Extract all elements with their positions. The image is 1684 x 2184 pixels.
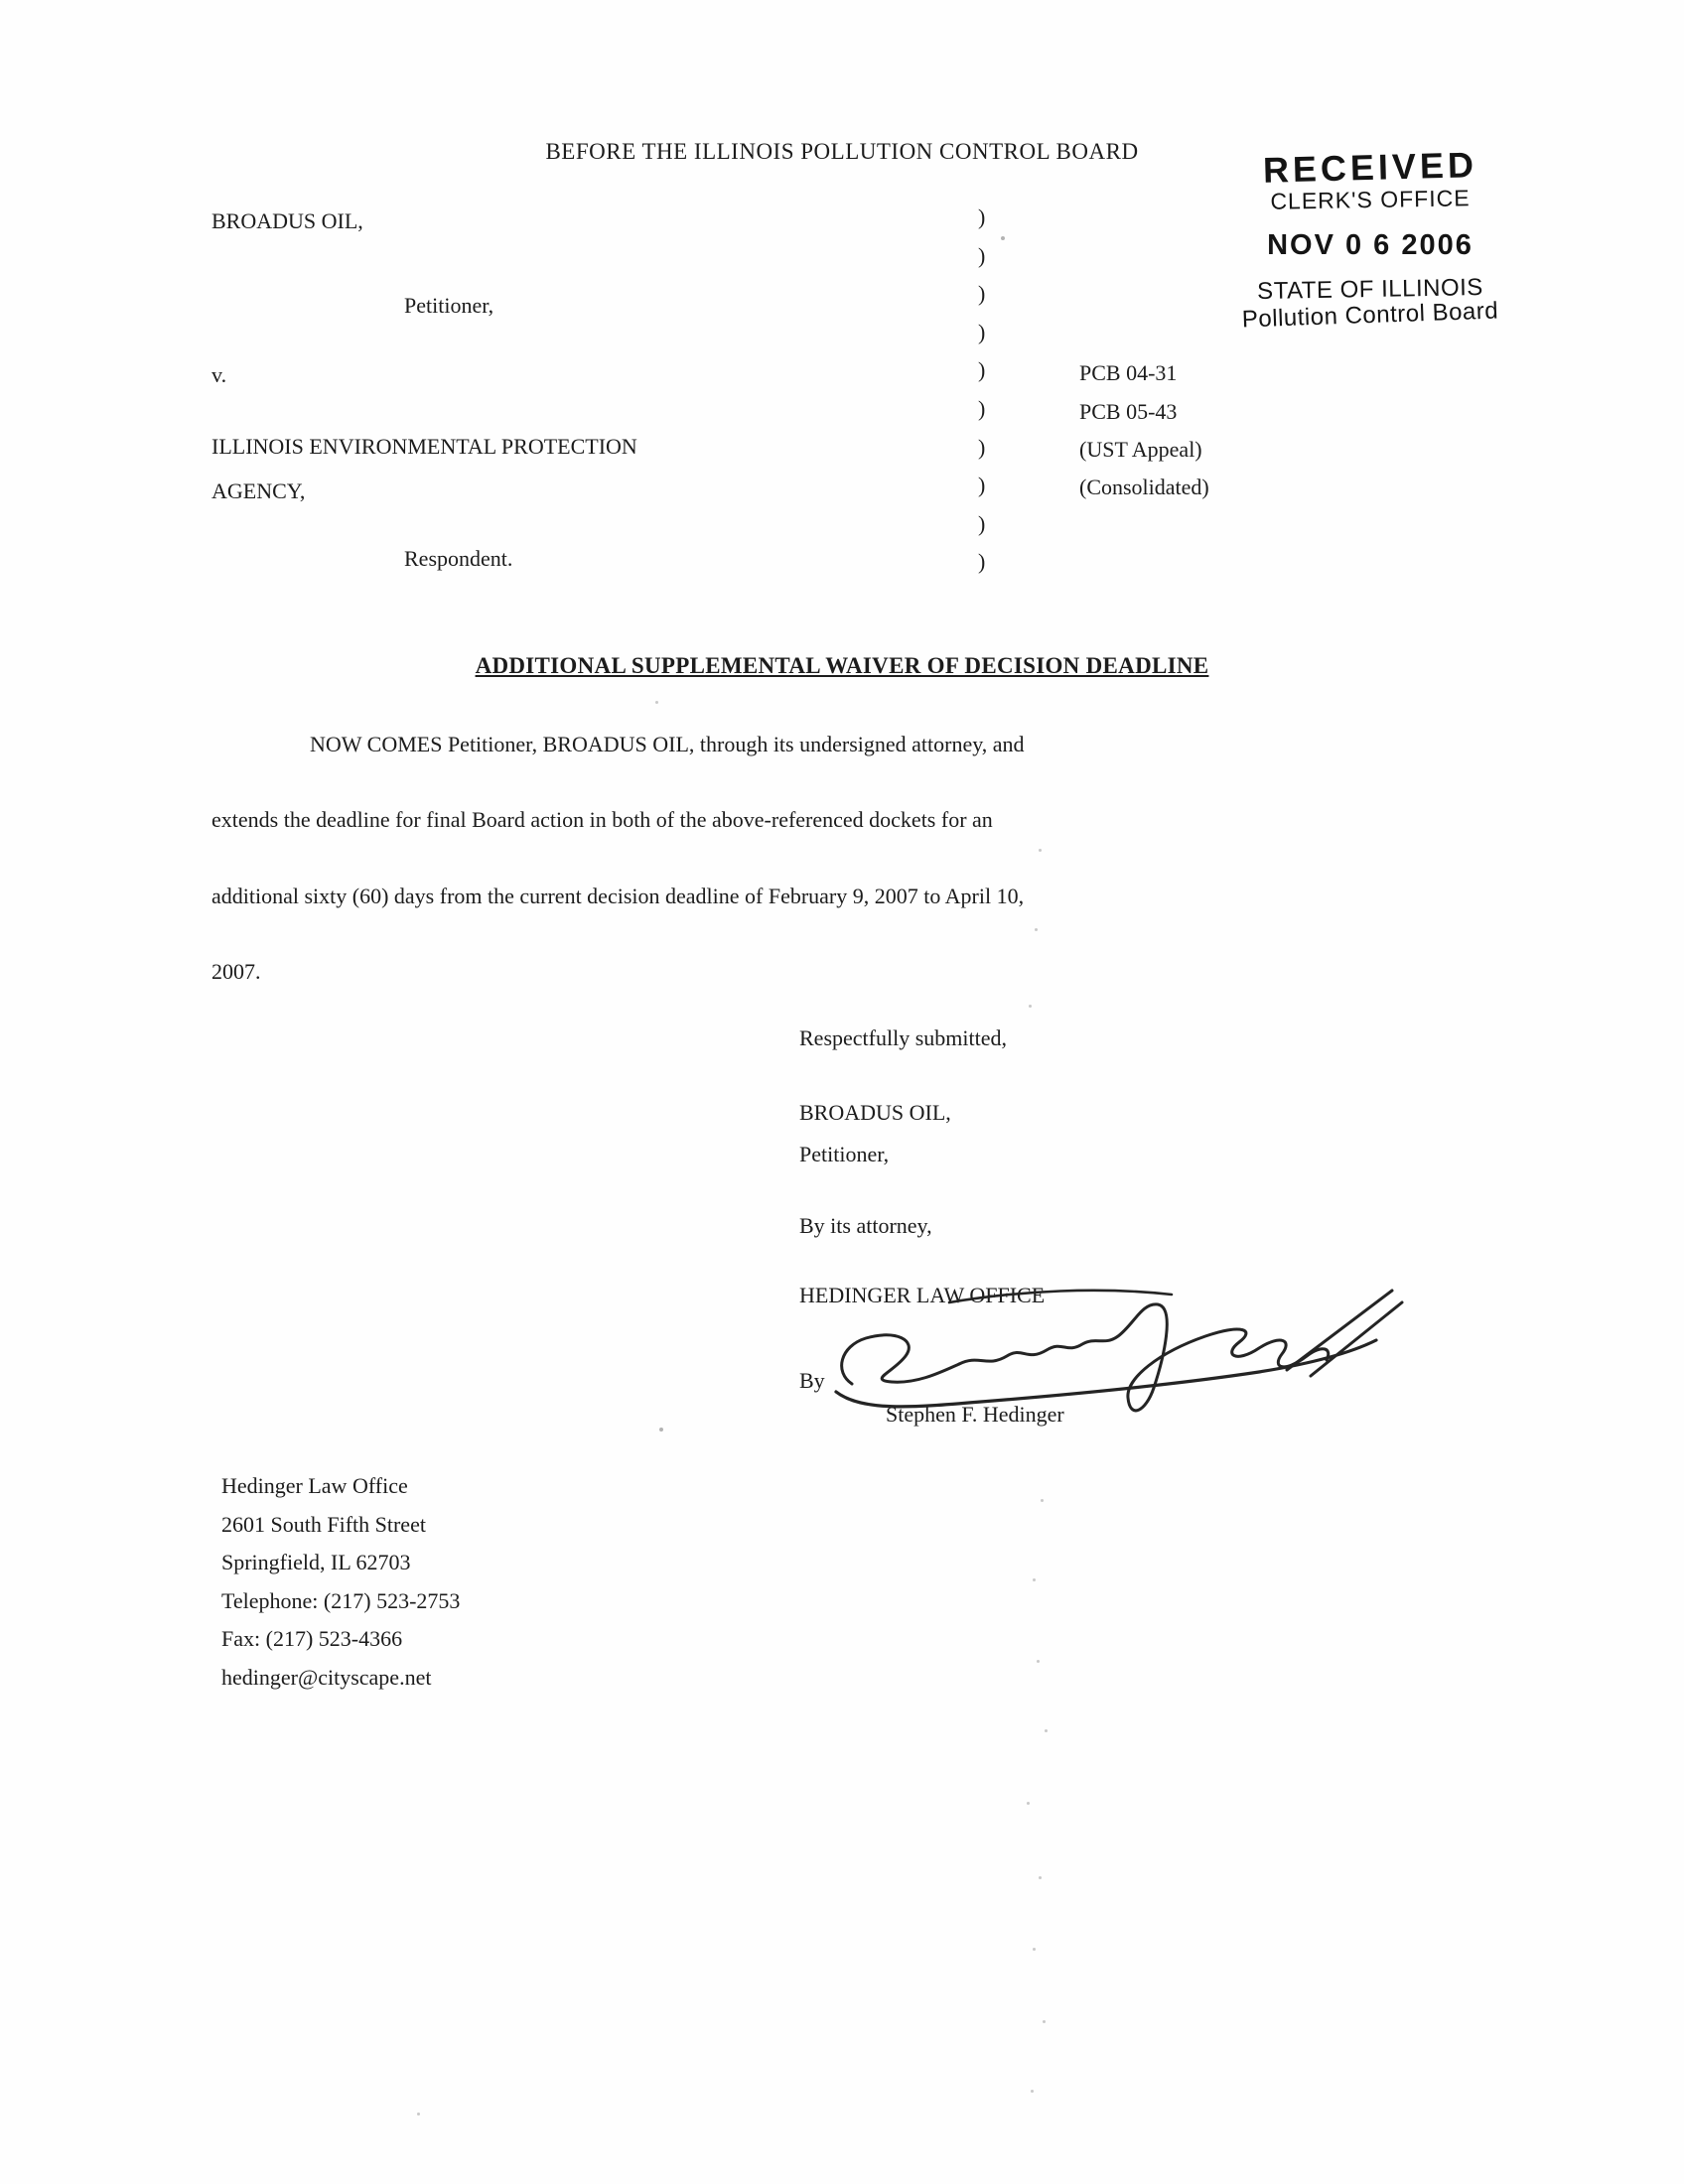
scan-speck [1037,1660,1040,1663]
petitioner-role: Petitioner, [404,293,494,318]
document-title: ADDITIONAL SUPPLEMENTAL WAIVER OF DECISION DEADLINE [475,653,1209,678]
stamp-clerks-office-text: CLERK'S OFFICE [1270,185,1471,214]
by-label: By [799,1368,825,1393]
respondent-name-line1: ILLINOIS ENVIRONMENTAL PROTECTION [211,434,637,459]
scan-speck [1033,1948,1036,1951]
docket-appeal-type: (UST Appeal) [1079,437,1202,462]
petitioner-name: BROADUS OIL, [211,208,363,233]
contact-city: Springfield, IL 62703 [221,1550,411,1574]
scan-speck [1027,1802,1030,1805]
scan-speck [1041,1499,1044,1502]
scan-speck [659,1428,663,1432]
contact-telephone: Telephone: (217) 523-2753 [221,1587,461,1613]
docket-status: (Consolidated) [1079,475,1209,499]
versus: v. [211,362,227,387]
scan-speck [1039,1876,1042,1879]
caption-paren: ) [978,473,986,498]
scan-speck [417,2113,420,2116]
court-header: BEFORE THE ILLINOIS POLLUTION CONTROL BOARD [545,139,1139,164]
caption-paren: ) [978,395,986,421]
signature [822,1281,1408,1459]
respondent-name-line2: AGENCY, [211,478,306,503]
signature-party-role: Petitioner, [799,1142,890,1166]
body-line-1: NOW COMES Petitioner, BROADUS OIL, through its undersigned attorney, and [310,732,1025,756]
caption-paren: ) [978,510,986,536]
caption-paren: ) [978,434,986,460]
signer-name: Stephen F. Hedinger [886,1402,1064,1427]
scan-speck [1031,2090,1034,2093]
contact-email: hedinger@cityscape.net [221,1664,432,1690]
caption-paren: ) [978,357,986,383]
contact-block [221,1467,460,1697]
scan-speck [1039,849,1042,852]
contact-street: 2601 South Fifth Street [221,1511,426,1537]
attorney-intro: By its attorney, [799,1213,932,1238]
docket-number-1: PCB 04-31 [1079,360,1178,385]
stamp-state-text: STATE OF ILLINOIS [1256,274,1484,305]
caption-paren: ) [978,242,986,268]
scan-speck [1001,236,1005,240]
docket-number-2: PCB 05-43 [1079,399,1178,424]
scan-speck [1029,1005,1032,1008]
caption-paren-column [978,199,985,582]
caption-paren: ) [978,281,986,307]
law-firm-name: HEDINGER LAW OFFICE [799,1283,1046,1307]
scan-speck [1045,1729,1048,1732]
respectfully-submitted: Respectfully submitted, [799,1025,1007,1050]
scan-speck [1033,1578,1036,1581]
contact-fax: Fax: (217) 523-4366 [221,1626,403,1651]
stamp-date-text: NOV 0 6 2006 [1267,229,1474,261]
respondent-role: Respondent. [404,546,513,571]
caption-paren: ) [978,319,986,344]
scan-speck [655,701,658,704]
received-stamp [1196,144,1544,334]
scan-speck [1035,928,1038,931]
stamp-board-text: Pollution Control Board [1241,297,1499,334]
body-line-3: additional sixty (60) days from the current decision deadline of February 9, 2007 to April 10, [211,884,1025,908]
stamp-received-text: RECEIVED [1262,144,1478,191]
body-line-2: extends the deadline for final Board action in both of the above-referenced dockets for an [211,807,993,832]
signature-party: BROADUS OIL, [799,1100,951,1125]
scan-speck [1043,2020,1046,2023]
caption-paren: ) [978,549,986,575]
caption-paren: ) [978,205,986,229]
contact-firm: Hedinger Law Office [221,1473,408,1498]
body-line-4: 2007. [211,959,261,984]
